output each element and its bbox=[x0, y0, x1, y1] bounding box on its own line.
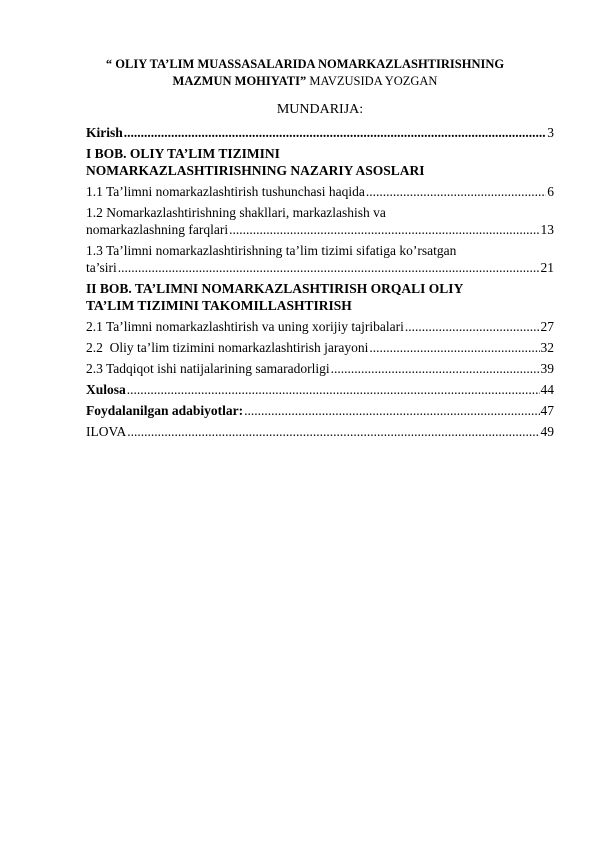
toc-label: 1.1 Ta’limni nomarkazlashtirish tushunchasi haqida bbox=[86, 184, 365, 199]
toc-label: 2.2 Oliy ta’lim tizimini nomarkazlashtirish jarayoni bbox=[86, 340, 369, 355]
toc-label-line-1: 1.2 Nomarkazlashtirishning shakllari, markazlashish va bbox=[86, 205, 386, 220]
contents-heading: MUNDARIJA: bbox=[276, 102, 364, 117]
toc-leader-dots bbox=[118, 259, 540, 276]
document-title bbox=[70, 56, 540, 90]
toc-page-number: 49 bbox=[540, 424, 554, 439]
toc-entry-1-3[interactable] bbox=[86, 242, 554, 276]
toc-entry-ilova[interactable] bbox=[86, 423, 554, 440]
table-of-contents bbox=[86, 124, 554, 444]
toc-leader-dots bbox=[331, 360, 540, 377]
chapter-1-line-2: NOMARKAZLASHTIRISHNING NAZARIY ASOSLARI bbox=[86, 163, 425, 178]
chapter-1-line-1: I BOB. OLIY TA’LIM TIZIMINI bbox=[86, 146, 280, 161]
toc-label: ta’siri bbox=[86, 260, 117, 275]
toc-leader-dots bbox=[369, 339, 539, 356]
toc-leader-dots bbox=[127, 381, 540, 398]
toc-entry-xulosa[interactable] bbox=[86, 381, 554, 398]
toc-page-number: 27 bbox=[540, 319, 554, 334]
toc-leader-dots bbox=[229, 221, 539, 238]
title-line-2-bold: MAZMUN MOHIYATI” bbox=[172, 74, 307, 88]
toc-leader-dots bbox=[124, 124, 546, 141]
toc-page-number: 3 bbox=[547, 125, 554, 140]
toc-chapter-1[interactable] bbox=[86, 145, 554, 179]
toc-label: Foydalanilgan adabiyotlar: bbox=[86, 403, 244, 418]
title-line-1: “ OLIY TA’LIM MUASSASALARIDA NOMARKAZLASHTIRISHNING bbox=[105, 57, 505, 71]
toc-leader-dots bbox=[405, 318, 540, 335]
toc-chapter-2[interactable] bbox=[86, 280, 554, 314]
title-line-2-rest: MAVZUSIDA YOZGAN bbox=[306, 74, 438, 88]
toc-entry-1-2[interactable] bbox=[86, 204, 554, 238]
toc-entry-2-1[interactable] bbox=[86, 318, 554, 335]
toc-label: nomarkazlashning farqlari bbox=[86, 222, 229, 237]
toc-entry-2-3[interactable] bbox=[86, 360, 554, 377]
chapter-2-line-1: II BOB. TA’LIMNI NOMARKAZLASHTIRISH ORQALI OLIY bbox=[86, 281, 464, 296]
toc-label: 2.3 Tadqiqot ishi natijalarining samaradorligi bbox=[86, 361, 330, 376]
toc-label: 2.1 Ta’limni nomarkazlashtirish va uning xorijiy tajribalari bbox=[86, 319, 404, 334]
toc-leader-dots bbox=[244, 402, 539, 419]
toc-page-number: 13 bbox=[540, 222, 554, 237]
chapter-2-line-2: TA’LIM TIZIMINI TAKOMILLASHTIRISH bbox=[86, 298, 352, 313]
toc-page-number: 44 bbox=[540, 382, 554, 397]
toc-page-number: 32 bbox=[540, 340, 554, 355]
toc-leader-dots bbox=[366, 183, 546, 200]
toc-page-number: 47 bbox=[540, 403, 554, 418]
toc-label: Xulosa bbox=[86, 382, 126, 397]
toc-page-number: 21 bbox=[540, 260, 554, 275]
toc-label: Kirish bbox=[86, 125, 123, 140]
toc-entry-1-1[interactable] bbox=[86, 183, 554, 200]
toc-leader-dots bbox=[127, 423, 539, 440]
toc-label-line-1: 1.3 Ta’limni nomarkazlashtirishning ta’lim tizimi sifatiga ko’rsatgan bbox=[86, 243, 457, 258]
toc-page-number: 39 bbox=[540, 361, 554, 376]
toc-page-number: 6 bbox=[547, 184, 554, 199]
toc-label: ILOVA bbox=[86, 424, 127, 439]
toc-entry-2-2[interactable] bbox=[86, 339, 554, 356]
toc-entry-adabiyotlar[interactable] bbox=[86, 402, 554, 419]
toc-entry-kirish[interactable] bbox=[86, 124, 554, 141]
